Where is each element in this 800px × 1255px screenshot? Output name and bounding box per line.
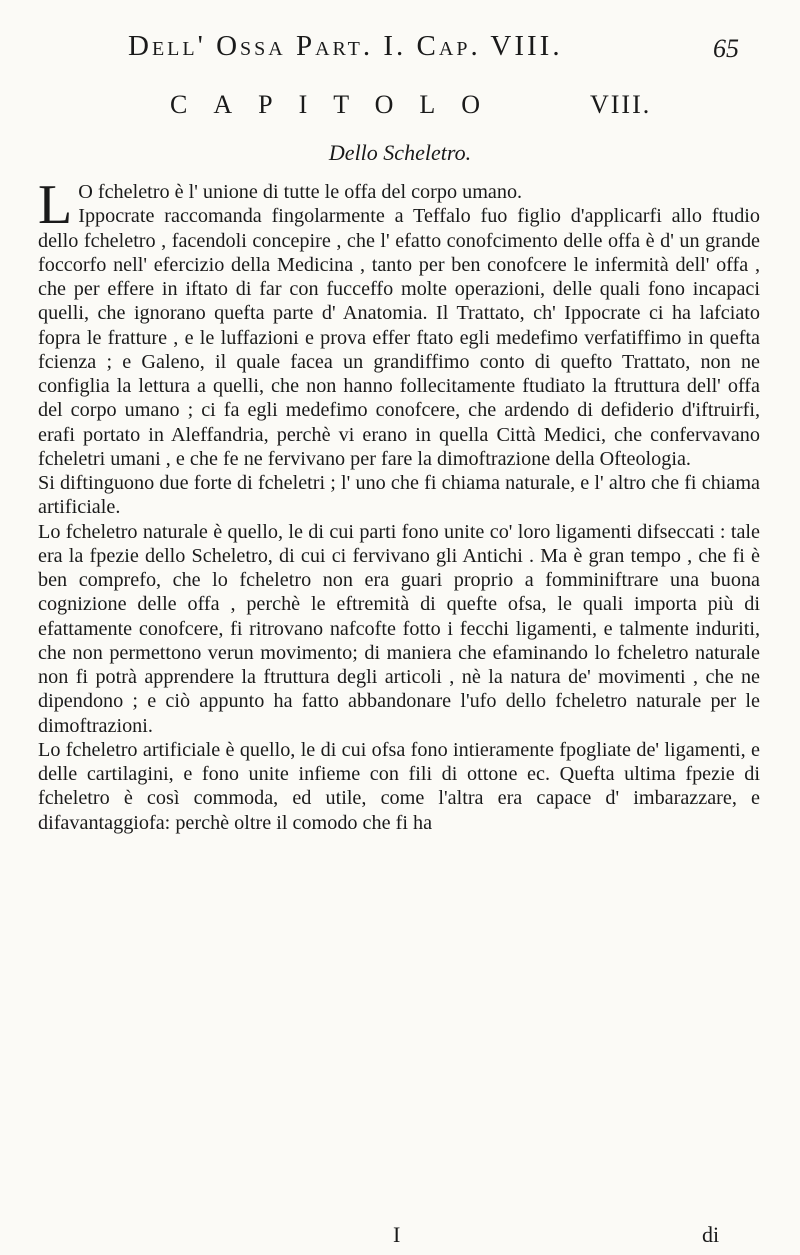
paragraph: Lo fcheletro artificiale è quello, le di cui ofsa fono intieramente fpogliate de' ligamenti, e delle cartilagini, e fono unite infieme con fili di ottone ec. Quefta ultima fpezie di fcheletro è così commoda, ed utile, come l'altra era capace d' imbarazzare, e difavantaggiofa: perchè oltre il comodo che fi ha: [38, 738, 760, 834]
paragraph: Ippocrate raccomanda fingolarmente a Teffalo fuo figlio d'applicarfi allo ftudio dello fcheletro , facendoli concepire , che l' efatto conofcimento delle offa è d' un grande foccorfo nell' efercizio della Medicina , tanto per ben conofcere le infermità dell' offa , che per effere in iftato di far con fucceffo molte operazioni, delle quali fono incapaci quelli, che ignorano quefta parte d' Anatomia. Il Trattato, ch' Ippocrate ci ha lafciato fopra le fratture , e le luffazioni e prova effer ftato egli medefimo verfatiffimo in quefta fcienza ; e Galeno, il quale facea un grandiffimo conto di quefto Trattato, non ne configlia la lettura a quelli, che non hanno follecitamente ftudiato la ftruttura dell' offa del corpo umano ; ci fa egli medefimo conofcere, che ardendo di defiderio d'iftruirfi, erafi portato in Aleffandria, perchè vi erano in quella Città Medici, che confervavano fcheletri umani , e che fe ne fervivano per fare la dimoftrazione della Ofteologia.: [38, 205, 760, 470]
page-header: [0, 30, 800, 70]
paragraph-text: O fcheletro è l' unione di tutte le offa del corpo umano.: [78, 181, 523, 203]
chapter-subtitle: Dello Scheletro.: [328, 140, 472, 165]
drop-cap: L: [38, 174, 73, 236]
paragraph: [38, 174, 760, 236]
page-number: 65: [713, 34, 739, 63]
body-text: [38, 174, 760, 835]
paragraph: Si diftinguono due forte di fcheletri ; l' uno che fi chiama naturale, e l' altro che fi chiama artificiale.: [38, 472, 760, 519]
chapter-label: CAPITOLO: [170, 90, 507, 119]
catchword: di: [702, 1222, 720, 1247]
chapter-number: VIII.: [590, 90, 652, 119]
running-head: Dell' Ossa Part. I. Cap. VIII.: [128, 30, 563, 62]
paragraph: Lo fcheletro naturale è quello, le di cui parti fono unite co' loro ligamenti difseccati : tale era la fpezie dello Scheletro, di cui ci fervivano gli Antichi . Ma è gran tempo , che fi è ben comprefo, che lo fcheletro non era guari proprio a fomminiftrare una buona cognizione delle offa , perchè le eftremità di quefte ofsa, le quali importa più di efattamente conofcere, fi ritrovano nafcofte fotto i fecchi ligamenti, e talmente induriti, che non permettono verun movimento; di maniera che efaminando lo fcheletro naturale non fi potrà apprendere la ftruttura degli articoli , nè la natura de' movimenti , che ne dipendono ; e ciò appunto ha fatto abbandonare l'ufo dello fcheletro naturale per le dimoftrazioni.: [38, 520, 760, 737]
signature-mark: I: [393, 1222, 401, 1247]
